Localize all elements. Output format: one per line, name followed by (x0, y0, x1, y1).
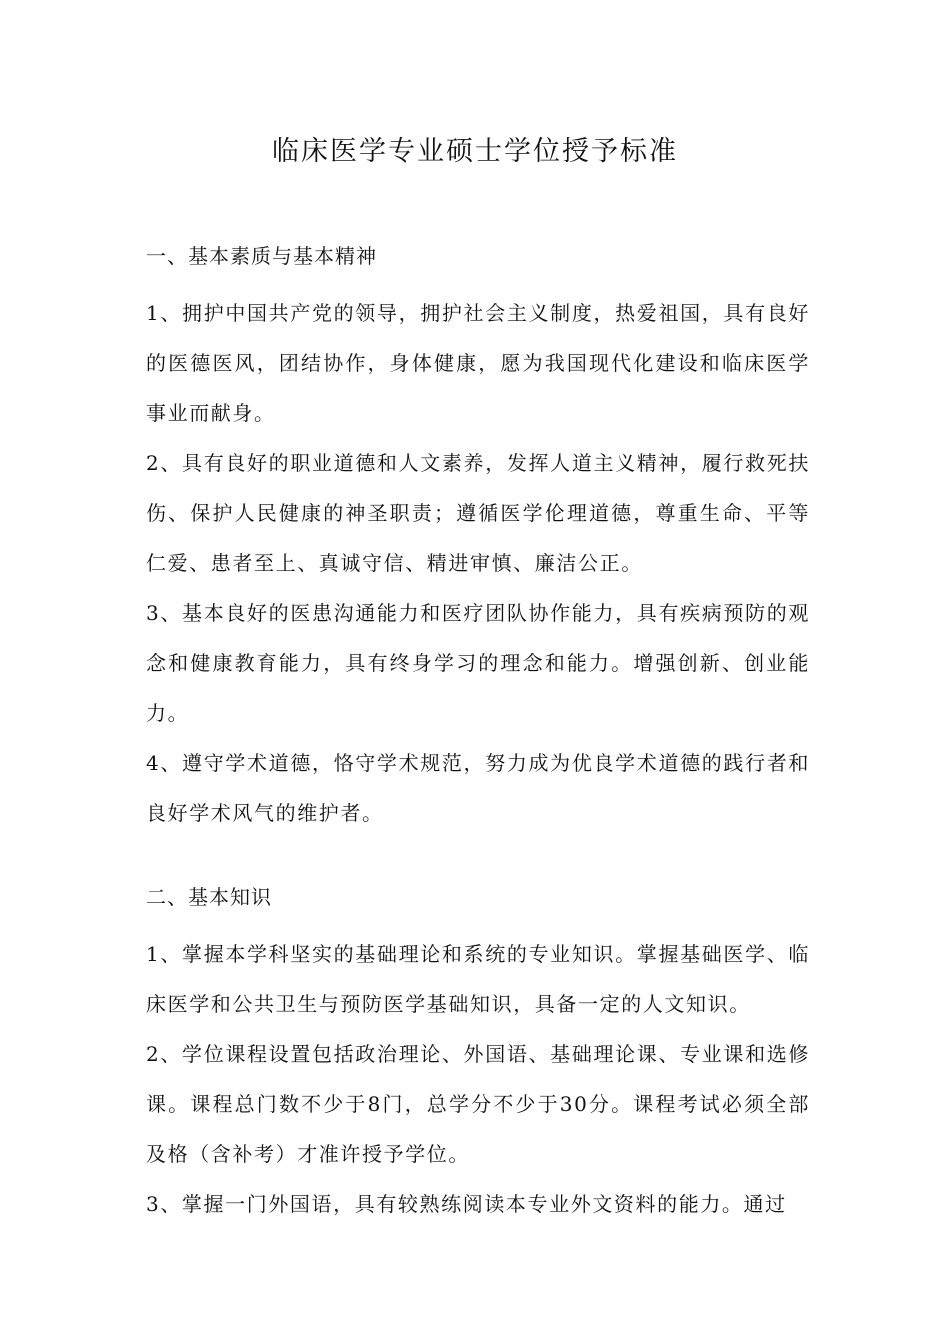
paragraph: 3、基本良好的医患沟通能力和医疗团队协作能力，具有疾病预防的观念和健康教育能力，具有终身学习的理念和能力。增强创新、创业能力。 (146, 601, 810, 725)
paragraph: 2、学位课程设置包括政治理论、外国语、基础理论课、专业课和选修课。课程总门数不少于8门，总学分不少于30分。课程考试必须全部及格（含补考）才准许授予学位。 (146, 1042, 810, 1166)
paragraph: 1、拥护中国共产党的领导，拥护社会主义制度，热爱祖国，具有良好的医德医风，团结协作，身体健康，愿为我国现代化建设和临床医学事业而献身。 (146, 301, 810, 425)
paragraph: 2、具有良好的职业道德和人文素养，发挥人道主义精神，履行救死扶伤、保护人民健康的神圣职责；遵循医学伦理道德，尊重生命、平等仁爱、患者至上、真诚守信、精进审慎、廉洁公正。 (146, 451, 810, 575)
paragraph: 4、遵守学术道德，恪守学术规范，努力成为优良学术道德的践行者和良好学术风气的维护者。 (146, 751, 810, 825)
section-basic-qualities (146, 236, 810, 838)
section-basic-knowledge (146, 877, 810, 1229)
section-heading: 一、基本素质与基本精神 (146, 244, 377, 268)
document-title: 临床医学专业硕士学位授予标准 (272, 136, 678, 167)
paragraph: 3、掌握一门外国语，具有较熟练阅读本专业外文资料的能力。通过 (146, 1192, 787, 1216)
paragraph: 1、掌握本学科坚实的基础理论和系统的专业知识。掌握基础医学、临床医学和公共卫生与预防医学基础知识，具备一定的人文知识。 (146, 942, 810, 1016)
section-heading: 二、基本知识 (146, 885, 272, 909)
